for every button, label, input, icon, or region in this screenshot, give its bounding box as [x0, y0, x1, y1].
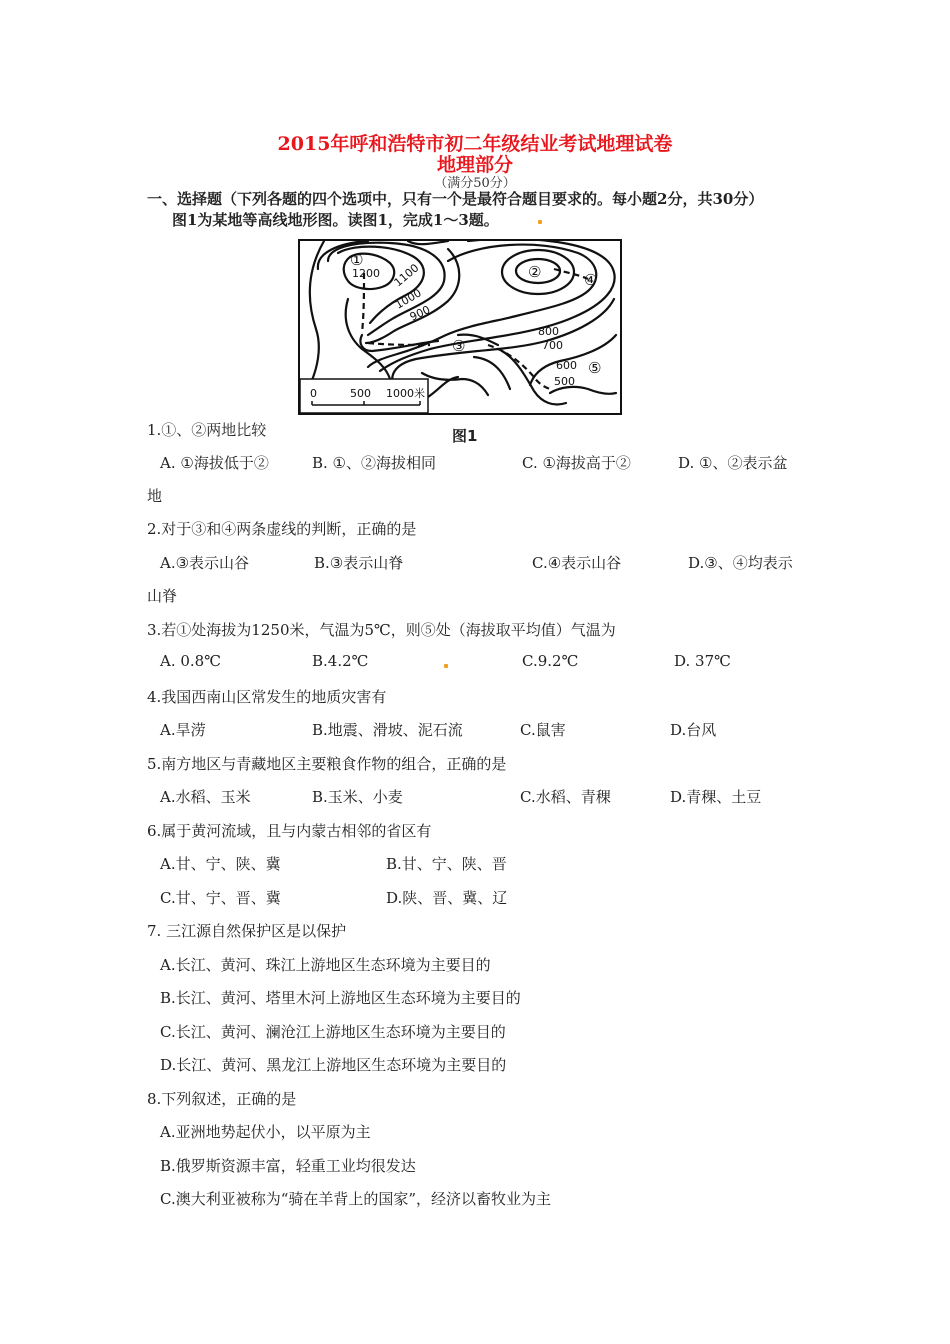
question-1-option-d-wrap: 地: [147, 487, 163, 505]
question-4-option-c: C.鼠害: [520, 721, 566, 739]
stray-mark: [444, 664, 448, 668]
marker-3: ③: [452, 337, 466, 355]
question-5-option-b: B.玉米、小麦: [312, 788, 403, 806]
question-6-option-c: C.甘、宁、晋、冀: [160, 889, 281, 907]
question-1-stem: 1.①、②两地比较: [147, 421, 267, 439]
contour-label-600: 600: [556, 359, 577, 372]
contour-label-900: 900: [407, 303, 433, 324]
question-7-option-b: B.长江、黄河、塔里木河上游地区生态环境为主要目的: [160, 989, 521, 1007]
contour-label-1000: 1000: [393, 286, 424, 312]
exam-subtitle: 地理部分: [436, 154, 513, 176]
question-6-option-d: D.陕、晋、冀、辽: [386, 889, 508, 907]
question-5-option-a: A.水稻、玉米: [160, 788, 251, 806]
figure-caption: 图1: [452, 427, 478, 445]
question-8-option-c: C.澳大利亚被称为“骑在羊背上的国家”，经济以畜牧业为主: [160, 1190, 552, 1208]
question-4-option-b: B.地震、滑坡、泥石流: [312, 721, 463, 739]
question-1-option-d: D. ①、②表示盆: [678, 454, 788, 472]
question-6-option-b: B.甘、宁、陕、晋: [386, 855, 507, 873]
contour-label-700: 700: [542, 339, 563, 352]
question-3-option-d: D. 37℃: [674, 652, 731, 670]
question-3-option-c: C.9.2℃: [522, 652, 579, 670]
full-score-note: （满分50分）: [434, 176, 516, 191]
question-2-option-a: A.③表示山谷: [160, 554, 250, 572]
section-heading: 一、选择题（下列各题的四个选项中，只有一个是最符合题目要求的。每小题2分，共30分）: [147, 190, 764, 208]
contour-label-1200: 1200: [352, 267, 380, 280]
question-1-option-c: C. ①海拔高于②: [522, 454, 631, 472]
question-8-stem: 8.下列叙述，正确的是: [147, 1090, 297, 1108]
question-5-option-c: C.水稻、青稞: [520, 788, 611, 806]
question-5-option-d: D.青稞、土豆: [670, 788, 762, 806]
marker-4: ④: [584, 271, 598, 289]
question-2-option-d: D.③、④均表示: [688, 554, 793, 572]
question-8-option-b: B.俄罗斯资源丰富，轻重工业均很发达: [160, 1157, 416, 1175]
question-7-option-a: A.长江、黄河、珠江上游地区生态环境为主要目的: [160, 956, 491, 974]
question-7-option-d: D.长江、黄河、黑龙江上游地区生态环境为主要目的: [160, 1056, 507, 1074]
question-3-stem: 3.若①处海拔为1250米，气温为5℃，则⑤处（海拔取平均值）气温为: [147, 621, 616, 639]
question-2-option-c: C.④表示山谷: [532, 554, 622, 572]
scale-bar: [300, 379, 428, 413]
question-5-stem: 5.南方地区与青藏地区主要粮食作物的组合，正确的是: [147, 755, 507, 773]
stray-mark: [538, 220, 542, 224]
question-8-option-a: A.亚洲地势起伏小，以平原为主: [160, 1123, 371, 1141]
marker-1: ①: [350, 251, 364, 269]
question-2-option-b: B.③表示山脊: [314, 554, 404, 572]
question-1-option-a: A. ①海拔低于②: [160, 454, 269, 472]
contour-map-figure: [298, 239, 622, 415]
exam-title: 2015年呼和浩特市初二年级结业考试地理试卷: [277, 133, 673, 155]
question-7-stem: 7. 三江源自然保护区是以保护: [147, 922, 347, 940]
contour-label-800: 800: [538, 325, 559, 338]
question-4-stem: 4.我国西南山区常发生的地质灾害有: [147, 688, 387, 706]
scale-end: 1000米: [386, 387, 425, 400]
question-6-option-a: A.甘、宁、陕、冀: [160, 855, 281, 873]
contour-label-1100: 1100: [391, 261, 422, 290]
question-4-option-d: D.台风: [670, 721, 717, 739]
question-1-option-b: B. ①、②海拔相同: [312, 454, 437, 472]
marker-2: ②: [528, 263, 542, 281]
question-6-stem: 6.属于黄河流域，且与内蒙古相邻的省区有: [147, 822, 432, 840]
contour-label-500: 500: [554, 375, 575, 388]
question-4-option-a: A.旱涝: [160, 721, 206, 739]
marker-5: ⑤: [588, 359, 602, 377]
question-3-option-a: A. 0.8℃: [160, 652, 222, 670]
question-2-option-d-wrap: 山脊: [147, 587, 178, 605]
section-instruction: 图1为某地等高线地形图。读图1，完成1～3题。: [172, 211, 499, 229]
question-3-option-b: B.4.2℃: [312, 652, 369, 670]
scale-mid: 500: [350, 387, 371, 400]
scale-zero: 0: [310, 387, 317, 400]
question-2-stem: 2.对于③和④两条虚线的判断，正确的是: [147, 520, 417, 538]
question-7-option-c: C.长江、黄河、澜沧江上游地区生态环境为主要目的: [160, 1023, 506, 1041]
